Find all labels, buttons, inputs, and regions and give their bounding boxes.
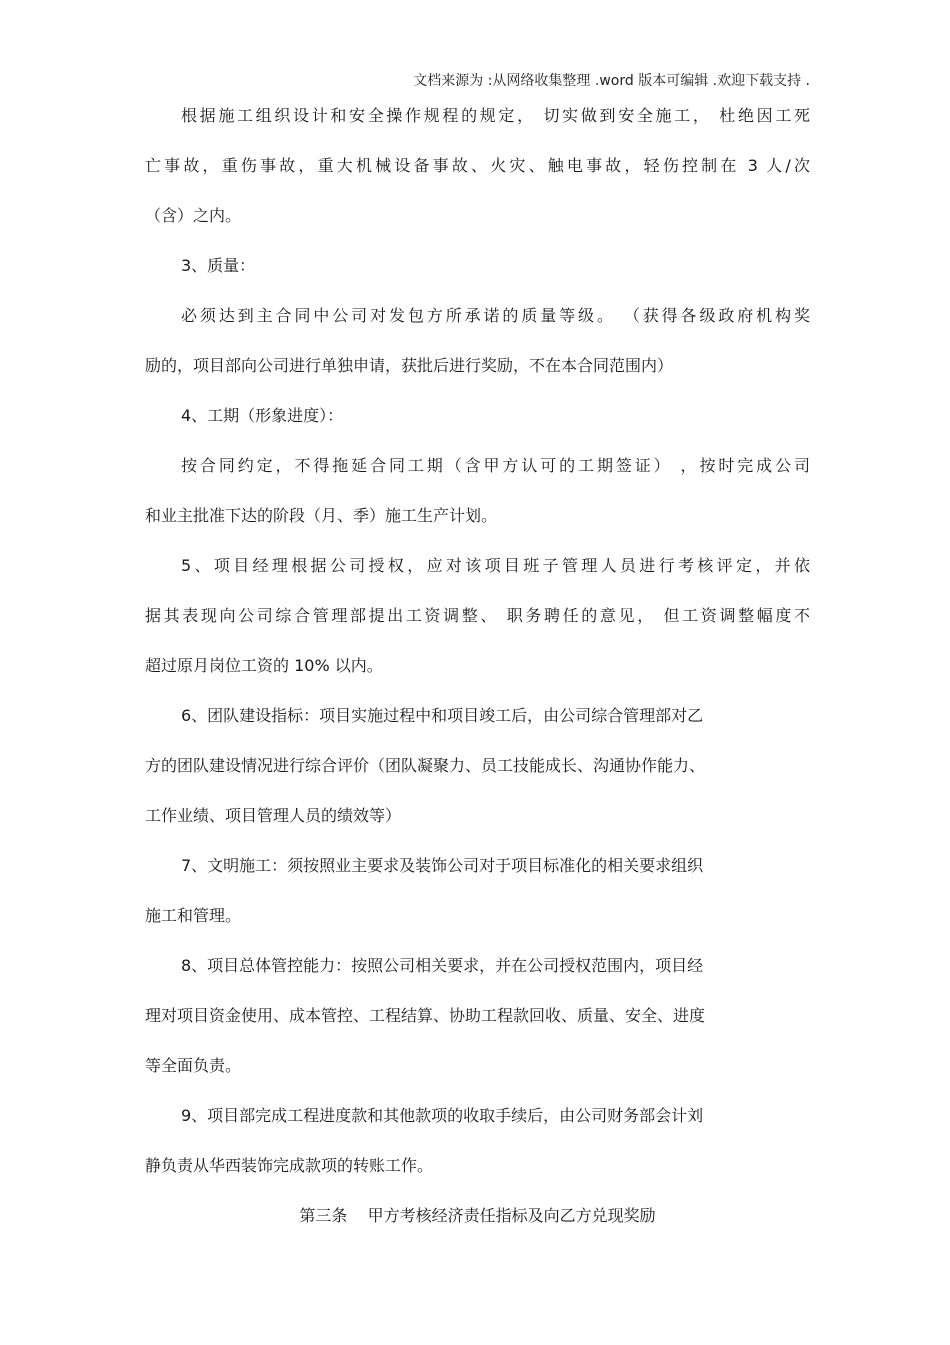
- body-line: 9、项目部完成工程进度款和其他款项的收取手续后，由公司财务部会计刘: [181, 1106, 704, 1125]
- body-line: 据其表现向公司综合管理部提出工资调整、 职务聘任的意见， 但工资调整幅度不: [145, 606, 810, 625]
- article-title: 第三条 甲方考核经济责任指标及向乙方兑现奖励: [299, 1206, 656, 1225]
- body-line: 励的，项目部向公司进行单独申请，获批后进行奖励，不在本合同范围内）: [145, 356, 674, 375]
- body-line: 根据施工组织设计和安全操作规程的规定， 切实做到安全施工， 杜绝因工死: [181, 106, 810, 125]
- body-line: 方的团队建设情况进行综合评价（团队凝聚力、员工技能成长、沟通协作能力、: [145, 756, 706, 775]
- body-line: 8、项目总体管控能力：按照公司相关要求，并在公司授权范围内，项目经: [181, 956, 704, 975]
- body-line: 亡事故，重伤事故，重大机械设备事故、火灾、触电事故，轻伤控制在 3 人/次: [145, 156, 810, 175]
- body-line: 按合同约定，不得拖延合同工期（含甲方认可的工期签证） ，按时完成公司: [181, 456, 810, 475]
- body-line: 超过原月岗位工资的 10% 以内。: [145, 656, 383, 675]
- body-line: 施工和管理。: [145, 906, 242, 925]
- body-line: 理对项目资金使用、成本管控、工程结算、协助工程款回收、质量、安全、进度: [145, 1006, 706, 1025]
- section-heading-schedule: 4、工期（形象进度）：: [181, 406, 344, 425]
- body-line: 和业主批准下达的阶段（月、季）施工生产计划。: [145, 506, 498, 525]
- body-line: 7、文明施工：须按照业主要求及装饰公司对于项目标准化的相关要求组织: [181, 856, 704, 875]
- body-line: 静负责从华西装饰完成款项的转账工作。: [145, 1156, 434, 1175]
- body-line: 必须达到主合同中公司对发包方所承诺的质量等级。 （获得各级政府机构奖: [181, 306, 810, 325]
- document-body: [145, 98, 810, 1248]
- header-note: 文档来源为 :从网络收集整理 .word 版本可编辑 .欢迎下载支持 .: [413, 73, 810, 89]
- body-line: 等全面负责。: [145, 1056, 242, 1075]
- section-heading-quality: 3、质量：: [181, 256, 256, 275]
- body-line: 6、团队建设指标：项目实施过程中和项目竣工后，由公司综合管理部对乙: [181, 706, 704, 725]
- body-line: （含）之内。: [145, 206, 242, 225]
- body-line: 工作业绩、项目管理人员的绩效等）: [145, 806, 402, 825]
- body-line: 5、项目经理根据公司授权，应对该项目班子管理人员进行考核评定，并依: [181, 556, 810, 575]
